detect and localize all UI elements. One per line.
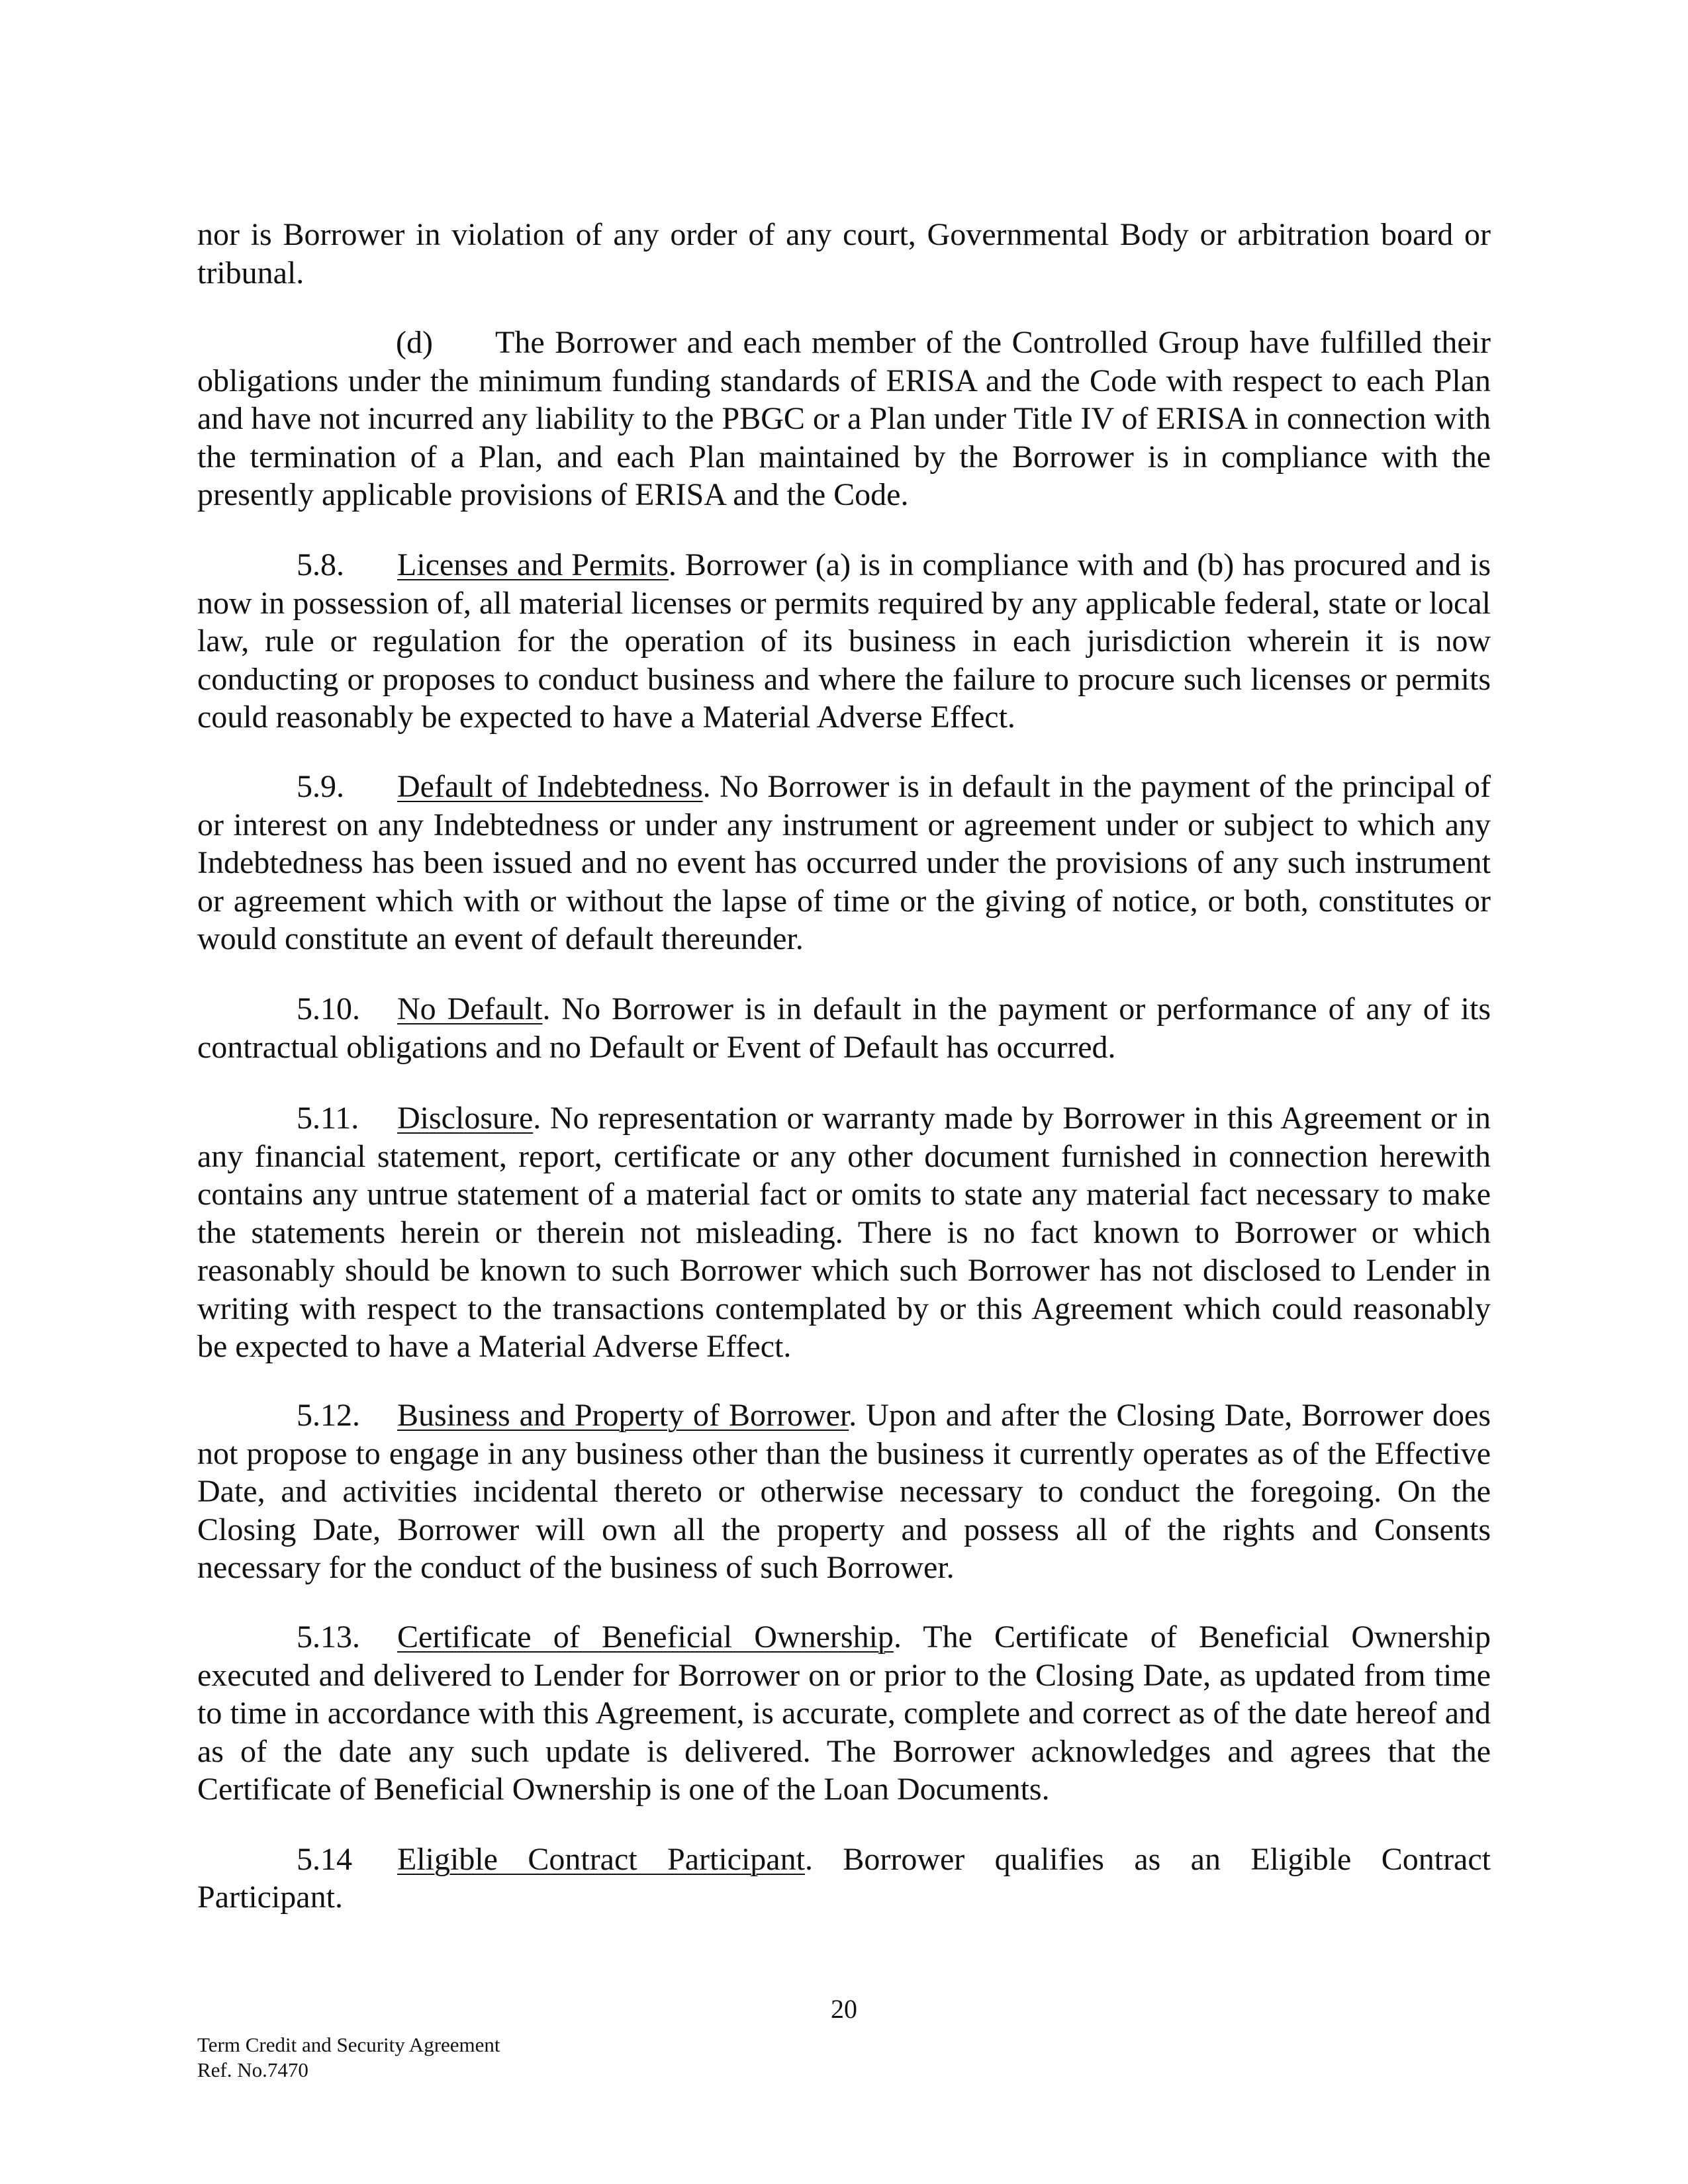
section-5-8-text: . Borrower (a) is in compliance with and (b) has procured and is now in possession of, all material licenses or permits required by any applicable federal, state or local law, rule or regulation for the operation of its business in each jurisdiction wherein it is now conducting or proposes to conduct business and where the failure to procure such licenses or permits could reasonably be expected to have a Material Adverse Effect. — [197, 547, 1491, 735]
section-5-11-text: . No representation or warranty made by Borrower in this Agreement or in any financial statement, report, certificate or any other document furnished in connection herewith contains any untrue statement of a material fact or omits to state any material fact necessary to make the statements herein or therein not misleading. There is no fact known to Borrower or which reasonably should be known to such Borrower which such Borrower has not disclosed to Lender in writing with respect to the transactions contemplated by or this Agreement which could reasonably be expected to have a Material Adverse Effect. — [197, 1101, 1491, 1364]
section-5-8 — [197, 546, 1491, 737]
section-5-13-number: 5.13. — [297, 1619, 360, 1655]
section-5-9-number: 5.9. — [297, 769, 344, 804]
section-5-8-heading: Licenses and Permits — [397, 547, 669, 582]
section-5-13-text: . The Certificate of Beneficial Ownership executed and delivered to Lender for Borrower on or prior to the Closing Date, as updated from time to time in accordance with this Agreement, is accurate, complete and correct as of the date hereof and as of the date any such update is delivered. The Borrower acknowledges and agrees that the Certificate of Beneficial Ownership is one of the Loan Documents. — [197, 1619, 1491, 1807]
footer-document-title: Term Credit and Security Agreement — [197, 2033, 500, 2056]
paragraph-d — [197, 324, 1491, 514]
section-5-9 — [197, 768, 1491, 958]
section-5-9-text: . No Borrower is in default in the payment of the principal of or interest on any Indebtedness or under any instrument or agreement under or subject to which any Indebtedness has been issued and no event has occurred under the provisions of any such instrument or agreement which with or without the lapse of time or the giving of notice, or both, constitutes or would constitute an event of default thereunder. — [197, 769, 1491, 956]
section-5-14 — [197, 1841, 1491, 1879]
section-5-10-number: 5.10. — [297, 991, 360, 1026]
footer — [197, 2032, 500, 2083]
section-5-8-number: 5.8. — [297, 547, 344, 582]
section-5-14-number: 5.14 — [297, 1842, 352, 1877]
section-5-14-heading: Eligible Contract Participant — [397, 1842, 805, 1877]
footer-reference-number: Ref. No.7470 — [197, 2058, 308, 2081]
paragraph-d-number: (d) — [396, 325, 433, 360]
section-5-12-heading: Business and Property of Borrower — [397, 1398, 849, 1433]
paragraph-tribunal: nor is Borrower in violation of any order of any court, Governmental Body or arbitration board or tribunal. — [197, 217, 1491, 291]
section-5-12-text: . Upon and after the Closing Date, Borrower does not propose to engage in any business other than the business it currently operates as of the Effective Date, and activities incidental thereto or otherwise necessary to conduct the foregoing. On the Closing Date, Borrower will own all the property and possess all of the rights and Consents necessary for the conduct of the business of such Borrower. — [197, 1398, 1491, 1585]
section-5-9-heading: Default of Indebtedness — [397, 769, 703, 804]
section-5-14-continuation: Participant. — [197, 1880, 343, 1915]
section-5-10-heading: No Default — [397, 991, 543, 1026]
section-5-11 — [197, 1099, 1491, 1366]
section-5-14-text: . Borrower qualifies as an Eligible Contract — [804, 1842, 1491, 1877]
section-5-10 — [197, 990, 1491, 1066]
section-5-11-number: 5.11. — [297, 1101, 359, 1136]
page-number: 20 — [831, 1994, 857, 2024]
paragraph-d-text: The Borrower and each member of the Controlled Group have fulfilled their obligations under the minimum funding standards of ERISA and the Code with respect to each Plan and have not incurred any liability to the PBGC or a Plan under Title IV of ERISA in connection with the termination of a Plan, and each Plan maintained by the Borrower is in compliance with the presently applicable provisions of ERISA and the Code. — [197, 325, 1491, 512]
section-5-13 — [197, 1618, 1491, 1809]
section-5-12 — [197, 1396, 1491, 1587]
section-5-10-text: . No Borrower is in default in the payment or performance of any of its contractual obligations and no Default or Event of Default has occurred. — [197, 991, 1491, 1065]
section-5-13-heading: Certificate of Beneficial Ownership — [397, 1619, 894, 1655]
section-5-12-number: 5.12. — [297, 1398, 360, 1433]
section-5-11-heading: Disclosure — [397, 1101, 534, 1136]
